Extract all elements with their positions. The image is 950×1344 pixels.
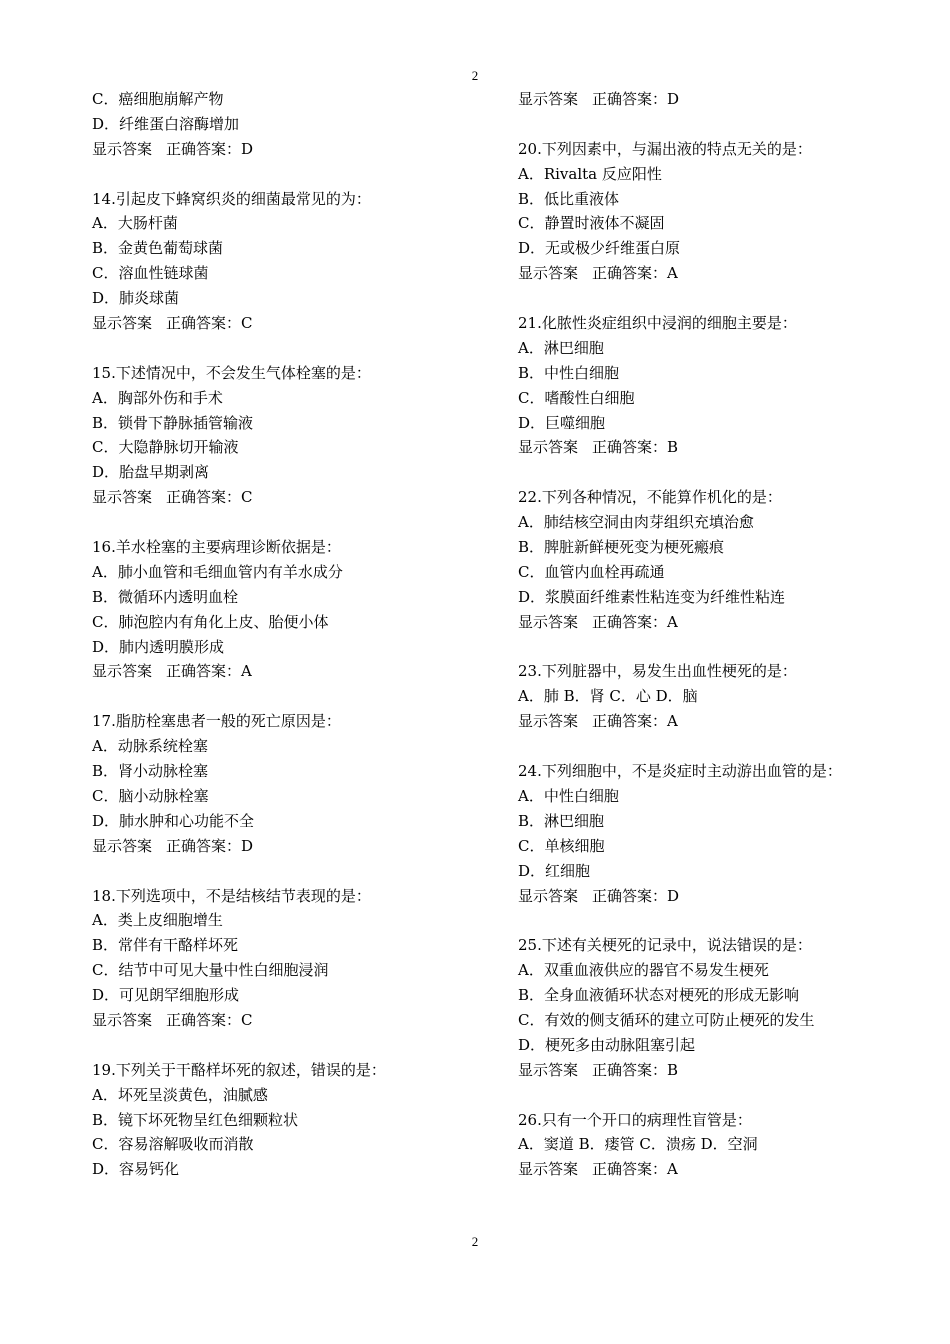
correct-answer: 正确答案：D — [166, 836, 254, 855]
option-item: B．镜下坏死物呈红色细颗粒状 — [92, 1110, 299, 1129]
correct-answer: 正确答案：D — [166, 139, 254, 158]
option-item: D．纤维蛋白溶酶增加 — [92, 114, 240, 133]
option-item: D．肺内透明膜形成 — [92, 637, 225, 656]
spacer — [92, 1033, 492, 1058]
answer-line — [92, 311, 492, 336]
answer-line — [518, 87, 918, 112]
answer-line — [518, 884, 918, 909]
question-title: 14.引起皮下蜂窝织炎的细菌最常见的为： — [92, 189, 371, 208]
spacer — [518, 1083, 918, 1108]
option-item: D．胎盘早期剥离 — [92, 463, 210, 482]
question-title: 19.下列关于干酪样坏死的叙述，错误的是： — [92, 1060, 386, 1079]
correct-answer: 正确答案：A — [592, 264, 678, 283]
option-item: B．淋巴细胞 — [518, 811, 605, 830]
correct-answer: 正确答案：D — [592, 886, 680, 905]
answer-line — [518, 261, 918, 286]
spacer — [92, 684, 492, 709]
option-item: B．中性白细胞 — [518, 363, 620, 382]
option-item: A．窦道 B．瘘管 C．溃疡 D．空洞 — [518, 1135, 758, 1154]
correct-answer: 正确答案：A — [166, 662, 252, 681]
option-item: A．动脉系统栓塞 — [92, 737, 208, 756]
show-answer-link[interactable]: 显示答案 — [92, 662, 153, 681]
option-item: B．锁骨下静脉插管输液 — [92, 413, 254, 432]
option-item: B．全身血液循环状态对梗死的形成无影响 — [518, 986, 800, 1005]
show-answer-link[interactable]: 显示答案 — [518, 438, 579, 457]
show-answer-link[interactable]: 显示答案 — [518, 90, 579, 108]
question-title: 26.只有一个开口的病理性盲管是： — [518, 1110, 752, 1129]
show-answer-link[interactable]: 显示答案 — [92, 314, 153, 333]
spacer — [518, 286, 918, 311]
question-title: 25.下述有关梗死的记录中，说法错误的是： — [518, 936, 812, 955]
option-item: C．脑小动脉栓塞 — [92, 786, 209, 805]
option-item: A．淋巴细胞 — [518, 338, 604, 357]
answer-line — [92, 1008, 492, 1033]
option-item: C．癌细胞崩解产物 — [92, 90, 224, 108]
option-item: D．肺炎球菌 — [92, 289, 180, 308]
option-item: A．大肠杆菌 — [92, 214, 178, 233]
spacer — [92, 336, 492, 361]
correct-answer: 正确答案：C — [166, 314, 253, 333]
correct-answer: 正确答案：A — [592, 712, 678, 731]
correct-answer: 正确答案：C — [166, 1010, 253, 1029]
answer-line — [518, 709, 918, 734]
spacer — [92, 162, 492, 187]
show-answer-link[interactable]: 显示答案 — [518, 886, 579, 905]
option-item: C．单核细胞 — [518, 836, 605, 855]
show-answer-link[interactable]: 显示答案 — [92, 836, 153, 855]
question-title: 18.下列选项中，不是结核结节表现的是： — [92, 886, 371, 905]
option-item: D．梗死多由动脉阻塞引起 — [518, 1035, 696, 1054]
left-column — [92, 87, 492, 1182]
spacer — [518, 908, 918, 933]
option-item: C．结节中可见大量中性白细胞浸润 — [92, 961, 329, 980]
option-item: B．常伴有干酪样坏死 — [92, 936, 239, 955]
correct-answer: 正确答案：B — [592, 438, 679, 457]
correct-answer: 正确答案：D — [592, 90, 680, 108]
option-item: A．胸部外伤和手术 — [92, 388, 223, 407]
correct-answer: 正确答案：C — [166, 488, 253, 507]
option-item: C．血管内血栓再疏通 — [518, 562, 665, 581]
option-item: D．无或极少纤维蛋白原 — [518, 239, 681, 258]
option-item: B．金黄色葡萄球菌 — [92, 239, 224, 258]
show-answer-link[interactable]: 显示答案 — [518, 1060, 579, 1079]
answer-line — [92, 659, 492, 684]
answer-line — [92, 834, 492, 859]
option-item: C．嗜酸性白细胞 — [518, 388, 635, 407]
option-item: B．脾脏新鲜梗死变为梗死瘢痕 — [518, 538, 725, 557]
page-number-bottom: 2 — [471, 1234, 479, 1249]
correct-answer: 正确答案：B — [592, 1060, 679, 1079]
show-answer-link[interactable]: 显示答案 — [518, 712, 579, 731]
show-answer-link[interactable]: 显示答案 — [92, 1010, 153, 1029]
answer-line — [518, 435, 918, 460]
question-title: 23.下列脏器中，易发生出血性梗死的是： — [518, 662, 797, 681]
option-item: D．浆膜面纤维素性粘连变为纤维性粘连 — [518, 587, 786, 606]
option-item: D．肺水肿和心功能不全 — [92, 811, 255, 830]
show-answer-link[interactable]: 显示答案 — [92, 488, 153, 507]
option-item: C．大隐静脉切开输液 — [92, 438, 239, 457]
question-title: 22.下列各种情况，不能算作机化的是： — [518, 488, 782, 507]
spacer — [518, 112, 918, 137]
correct-answer: 正确答案：A — [592, 612, 678, 631]
option-item: A．类上皮细胞增生 — [92, 911, 223, 930]
answer-line — [518, 610, 918, 635]
question-title: 21.化脓性炎症组织中浸润的细胞主要是： — [518, 314, 797, 333]
option-item: A．Rivalta 反应阳性 — [518, 164, 662, 183]
page-number-top: 2 — [471, 68, 479, 83]
option-item: D．红细胞 — [518, 861, 591, 880]
option-item: D．巨噬细胞 — [518, 413, 606, 432]
spacer — [518, 734, 918, 759]
question-title: 16.羊水栓塞的主要病理诊断依据是： — [92, 538, 341, 557]
option-item: A．肺结核空洞由肉芽组织充填治愈 — [518, 513, 754, 532]
option-item: B．微循环内透明血栓 — [92, 587, 239, 606]
option-item: A．肺 B．肾 C．心 D．脑 — [518, 687, 698, 706]
spacer — [518, 460, 918, 485]
show-answer-link[interactable]: 显示答案 — [92, 139, 153, 158]
question-title: 17.脂肪栓塞患者一般的死亡原因是： — [92, 712, 341, 731]
option-item: D．容易钙化 — [92, 1160, 180, 1179]
option-item: C．溶血性链球菌 — [92, 264, 209, 283]
spacer — [92, 859, 492, 884]
spacer — [92, 510, 492, 535]
option-item: C．容易溶解吸收而消散 — [92, 1135, 254, 1154]
option-item: A．中性白细胞 — [518, 786, 619, 805]
question-title: 20.下列因素中，与漏出液的特点无关的是： — [518, 139, 812, 158]
answer-line — [92, 485, 492, 510]
option-item: C．静置时液体不凝固 — [518, 214, 665, 233]
answer-line — [518, 1058, 918, 1083]
option-item: D．可见朗罕细胞形成 — [92, 986, 240, 1005]
show-answer-link[interactable]: 显示答案 — [518, 264, 579, 283]
spacer — [518, 635, 918, 660]
show-answer-link[interactable]: 显示答案 — [518, 612, 579, 631]
option-item: B．肾小动脉栓塞 — [92, 762, 209, 781]
question-title: 24.下列细胞中，不是炎症时主动游出血管的是： — [518, 762, 842, 781]
option-item: A．肺小血管和毛细血管内有羊水成分 — [92, 562, 343, 581]
answer-line — [518, 1157, 918, 1182]
answer-line — [92, 137, 492, 162]
option-item: C．肺泡腔内有角化上皮、胎便小体 — [92, 612, 329, 631]
option-item: A．双重血液供应的器官不易发生梗死 — [518, 961, 769, 980]
right-column — [518, 87, 918, 1182]
question-title: 15.下述情况中，不会发生气体栓塞的是： — [92, 363, 371, 382]
option-item: B．低比重液体 — [518, 189, 620, 208]
correct-answer: 正确答案：A — [592, 1160, 678, 1179]
show-answer-link[interactable]: 显示答案 — [518, 1160, 579, 1179]
option-item: C．有效的侧支循环的建立可防止梗死的发生 — [518, 1010, 815, 1029]
option-item: A．坏死呈淡黄色，油腻感 — [92, 1085, 268, 1104]
